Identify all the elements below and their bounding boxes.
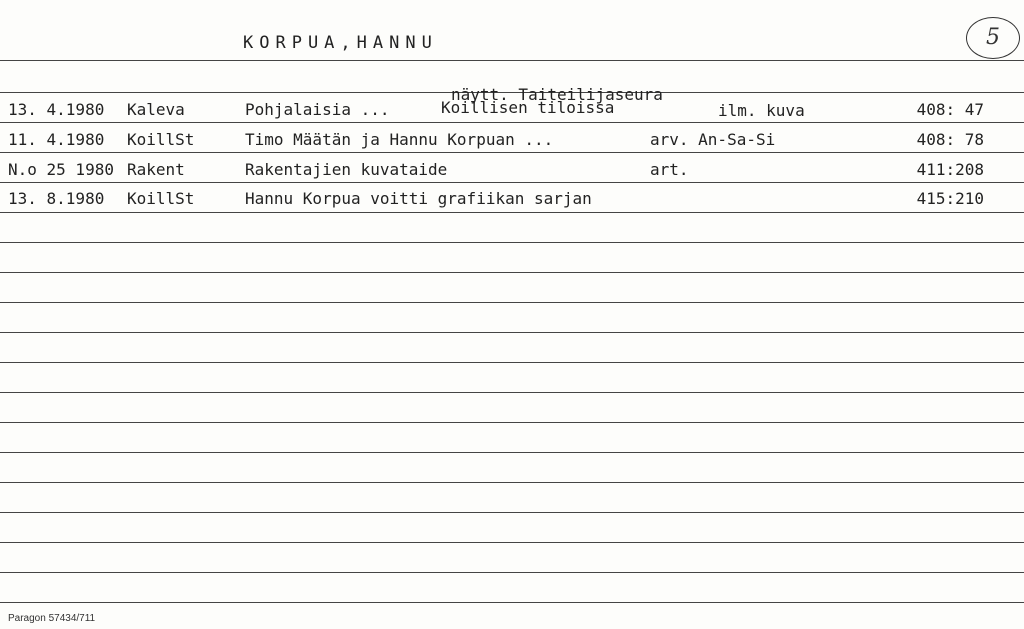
ruled-line bbox=[0, 122, 1024, 123]
entry-ref: 408: 47 bbox=[916, 100, 984, 119]
entry-source: KoillSt bbox=[127, 189, 195, 208]
entry-date: 13. 4.1980 bbox=[8, 100, 105, 119]
entry-date: 11. 4.1980 bbox=[8, 130, 105, 149]
ruled-line bbox=[0, 60, 1024, 61]
ruled-line bbox=[0, 542, 1024, 543]
entry-row bbox=[0, 160, 1024, 182]
entry-note-extra: ilm. kuva bbox=[718, 101, 805, 120]
entry-title: Rakentajien kuvataide bbox=[245, 160, 448, 179]
ruled-line bbox=[0, 602, 1024, 603]
entry-title: Hannu Korpua voitti grafiikan sarjan bbox=[245, 189, 592, 208]
entry-row bbox=[0, 189, 1024, 211]
ruled-line bbox=[0, 572, 1024, 573]
printer-mark: Paragon 57434/711 bbox=[8, 613, 96, 624]
entry-ref: 411:208 bbox=[916, 160, 984, 179]
entry-note: arv. An-Sa-Si bbox=[650, 130, 776, 149]
ruled-line bbox=[0, 422, 1024, 423]
entry-row bbox=[0, 130, 1024, 152]
ruled-line bbox=[0, 512, 1024, 513]
ruled-line bbox=[0, 362, 1024, 363]
ruled-line bbox=[0, 302, 1024, 303]
ruled-line bbox=[0, 152, 1024, 153]
entry-note-stack bbox=[441, 85, 663, 117]
ruled-line bbox=[0, 392, 1024, 393]
ruled-line bbox=[0, 482, 1024, 483]
person-name: KORPUA,HANNU bbox=[243, 33, 438, 53]
ruled-line bbox=[0, 332, 1024, 333]
entry-date: N.o 25 1980 bbox=[8, 160, 114, 179]
entry-title: Timo Määtän ja Hannu Korpuan ... bbox=[245, 130, 554, 149]
ruled-line bbox=[0, 242, 1024, 243]
entry-source: Kaleva bbox=[127, 100, 185, 119]
entry-source: KoillSt bbox=[127, 130, 195, 149]
card-number-circle: 5 bbox=[966, 17, 1020, 59]
entry-date: 13. 8.1980 bbox=[8, 189, 105, 208]
ruled-line bbox=[0, 212, 1024, 213]
entry-note: art. bbox=[650, 160, 689, 179]
entry-ref: 415:210 bbox=[916, 189, 984, 208]
ruled-line bbox=[0, 182, 1024, 183]
ruled-line bbox=[0, 452, 1024, 453]
entry-source: Rakent bbox=[127, 160, 185, 179]
entry-note-bottom: Koillisen tiloissa bbox=[441, 98, 615, 117]
ruled-line bbox=[0, 272, 1024, 273]
entry-title: Pohjalaisia ... bbox=[245, 100, 390, 119]
entry-note-top: näytt. Taiteilijaseura bbox=[451, 85, 663, 104]
entry-ref: 408: 78 bbox=[916, 130, 984, 149]
